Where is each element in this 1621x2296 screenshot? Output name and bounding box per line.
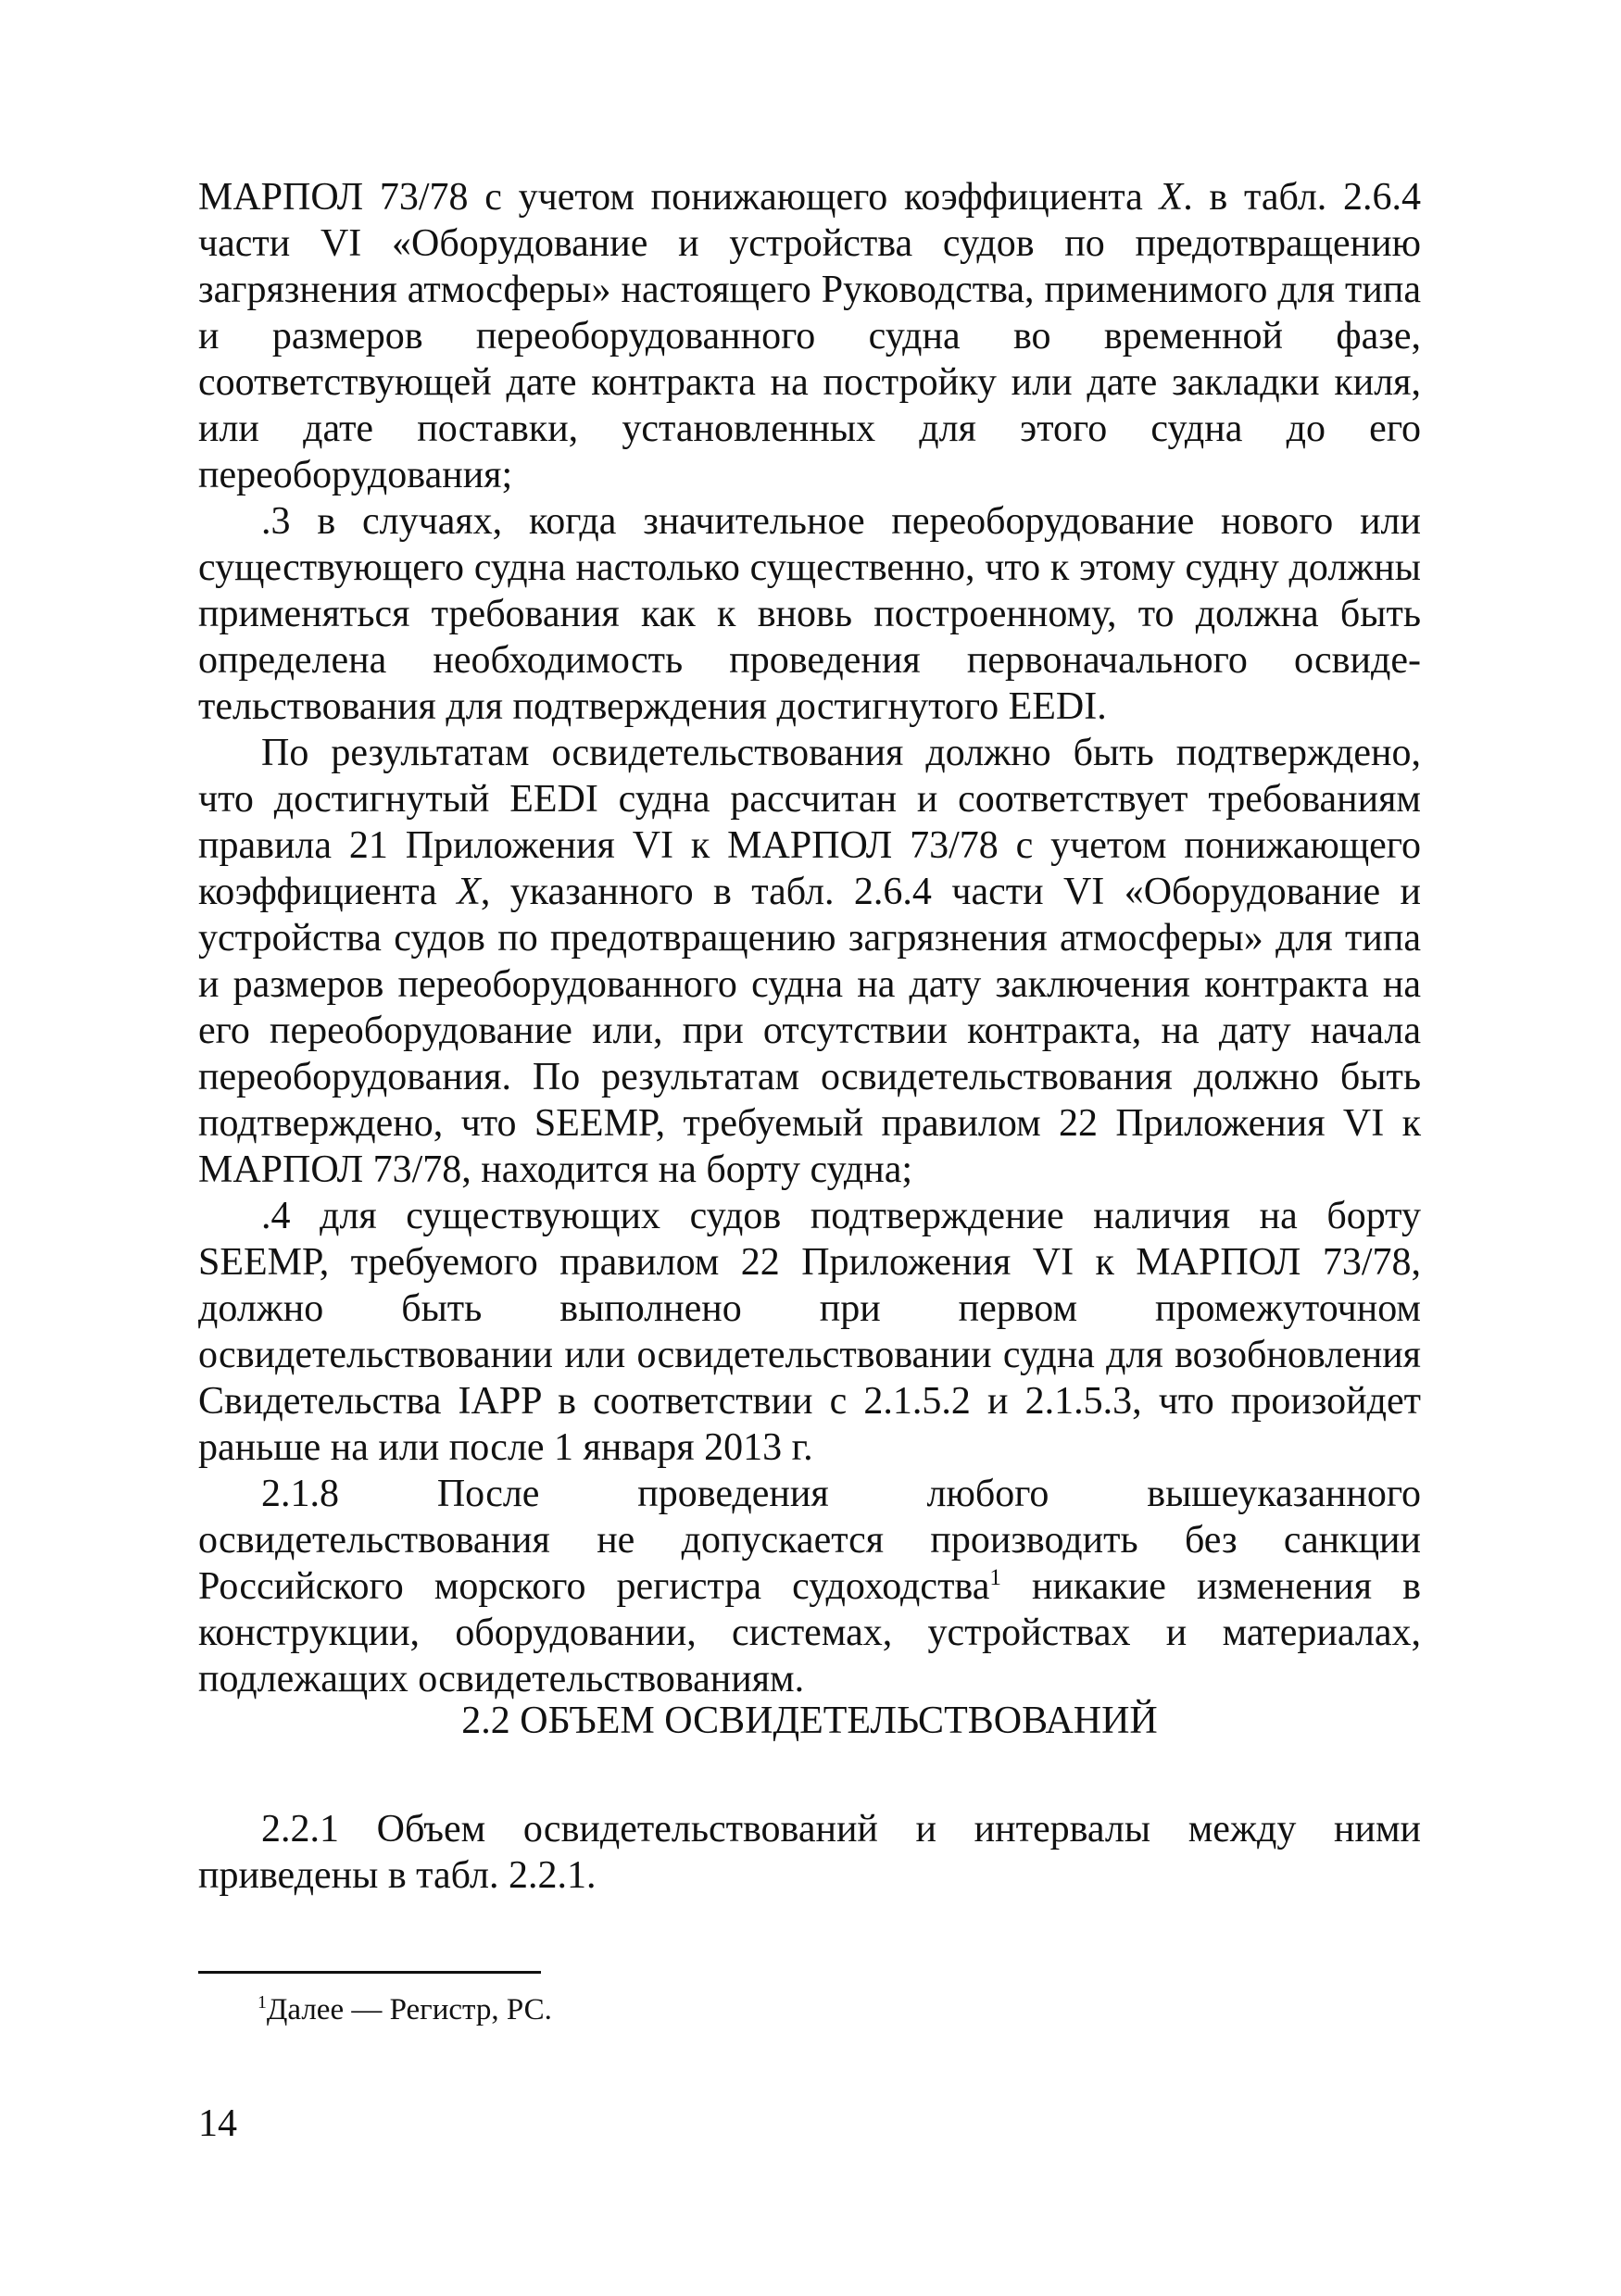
paragraph-item-4: .4 для существующих судов подтверждение наличия на борту SEEMP, требуемого правилом 22 Приложения VI к МАРПОЛ 73/78, должно быть выполнено при первом промежуточном освидетельствовании или освидетельствовании судна для возобновления Свидетельства IAPP в соответствии с 2.1.5.2 и 2.1.5.3, что произойдет раньше на или после 1 января 2013 г. xyxy=(198,1195,1421,1469)
paragraph-marpol-reduction xyxy=(198,174,1421,498)
paragraph-2-2-1: 2.2.1 Объем освидетельствований и интервалы между ними приведены в табл. 2.2.1. xyxy=(198,1808,1421,1897)
body-text xyxy=(198,174,1421,1702)
page-number: 14 xyxy=(198,2102,237,2145)
paragraph-2-1-8 xyxy=(198,1471,1421,1702)
paragraph-survey-results xyxy=(198,730,1421,1193)
paragraph-text: По результатам освидетельствования должно быть подтверждено, что достигнутый EEDI судна рассчитан и соответствует требованиям правила 21 Приложения VI к МАРПОЛ 73/78 с учетом понижающего коэффициента xyxy=(198,732,1421,913)
variable-x: X xyxy=(457,871,481,913)
footnote-separator xyxy=(198,1971,541,1974)
paragraph-item-3: .3 в случаях, когда значительное переоборудование нового или существующего судна настолько существенно, что к этому судну должны применяться требования как к вновь построенному, то должна быть определена необходимость проведения первоначального освидетельствования для подтверждения достигнутого EEDI. xyxy=(198,500,1421,728)
footnote-text: Далее — Регистр, РС. xyxy=(266,1993,552,2026)
footnote-reference: 1 xyxy=(989,1565,1001,1590)
section-body xyxy=(198,1806,1421,1899)
paragraph-text: 2.1.8 После проведения любого вышеуказанного освидетельствования не допускается производить без санкции Российского морского регистра судоходства xyxy=(198,1473,1421,1608)
footnote-mark: 1 xyxy=(258,1992,267,2013)
variable-x: X xyxy=(1159,176,1184,219)
section-heading: 2.2 ОБЪЕМ ОСВИДЕТЕЛЬСТВОВАНИЙ xyxy=(461,1700,1158,1742)
paragraph-text: МАРПОЛ 73/78 с учетом понижающего коэффициента xyxy=(198,176,1160,219)
paragraph-text: , указанного в табл. 2.6.4 части VI «Оборудование и устройства судов по предотвращению загрязнения атмосферы» для типа и размеров переоборудованного судна на дату заключения контракта на его переоборудование или, при отсутствии контракта, на дату начала переоборудования. По результатам освидетельствования должно быть подтверждено, что SEEMP, требуемый правилом 22 Приложения VI к МАРПОЛ 73/78, находится на борту судна; xyxy=(198,871,1421,1191)
paragraph-text: никакие изменения в конструкции, оборудовании, системах, устройствах и материалах, подлежащих освидетельствованиям. xyxy=(198,1565,1421,1700)
footnote xyxy=(258,1991,552,2028)
paragraph-text: . в табл. 2.6.4 части VI «Оборудование и устройства судов по предотвращению загрязнения атмосферы» настоящего Руководства, применимого для типа и размеров переоборудованного судна во временной фазе, соответствующей дате контракта на постройку или дате закладки киля, или дате поставки, установленных для этого судна до его переоборудования; xyxy=(198,176,1422,496)
